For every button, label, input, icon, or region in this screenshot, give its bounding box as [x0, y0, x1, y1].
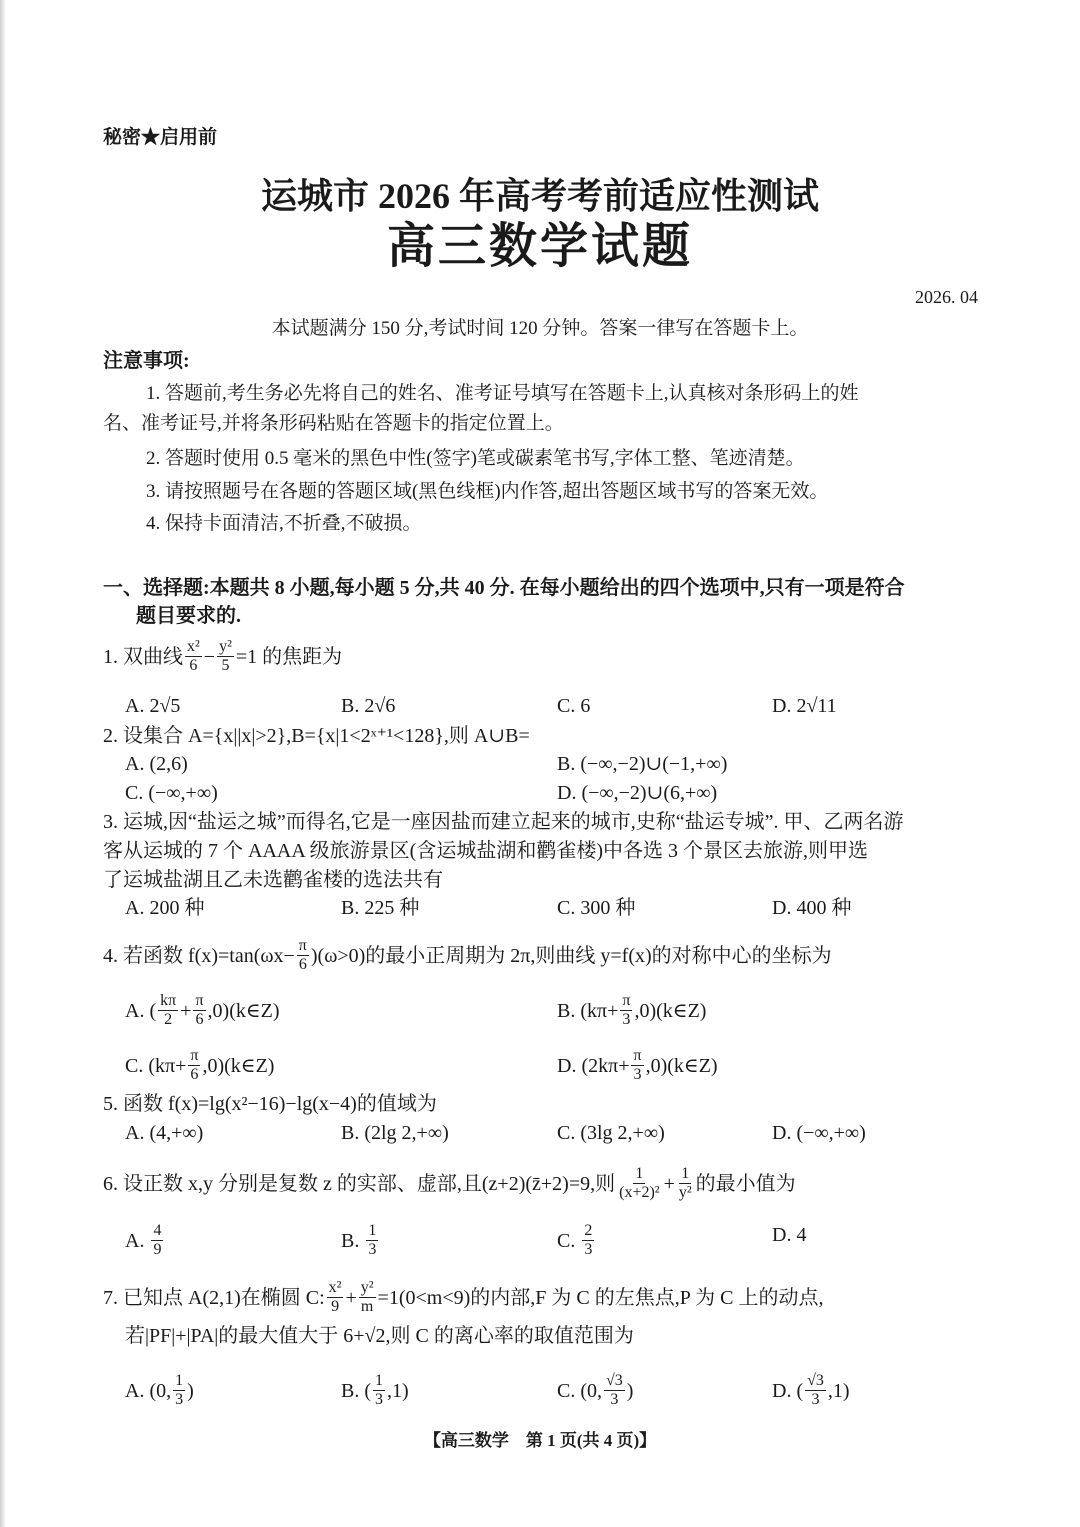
- denominator: 9: [331, 1298, 340, 1315]
- option-D: [772, 1372, 850, 1409]
- text-run: D. 2√11: [772, 695, 837, 717]
- text-run: D. (2kπ+: [557, 1054, 630, 1077]
- option-D: [772, 1120, 866, 1146]
- text-run: =1(0<m<9)的内部,F 为 C 的左焦点,P 为 C 上的动点,: [377, 1286, 824, 1309]
- option-D: [772, 895, 851, 921]
- q4-stem: [103, 937, 832, 974]
- text-run: 客从运城的 7 个 AAAA 级旅游景区(含运城盐湖和鹳雀楼)中各选 3 个景区去旅游,则甲选: [103, 840, 868, 862]
- text-run: C. (−∞,+∞): [125, 782, 218, 804]
- numerator: y²: [360, 1279, 374, 1296]
- exam-intro: 本试题满分 150 分,考试时间 120 分钟。答案一律写在答题卡上。: [271, 318, 809, 339]
- fraction: [173, 1372, 185, 1409]
- option-B: [341, 1120, 449, 1146]
- fraction: [631, 1047, 643, 1084]
- denominator: 5: [221, 657, 230, 674]
- numerator: √3: [606, 1372, 623, 1389]
- text-run: +: [180, 999, 192, 1022]
- fraction: [297, 937, 309, 974]
- option-A: [125, 1222, 165, 1259]
- denominator: (x+2)²: [619, 1184, 660, 1201]
- option-A: [125, 693, 180, 719]
- numerator: x²: [328, 1279, 342, 1296]
- text-run: B. 225 种: [341, 897, 420, 919]
- option-C: [557, 895, 635, 921]
- text-run: D. (: [772, 1379, 804, 1402]
- text-run: 的最小值为: [695, 1172, 796, 1195]
- fraction: [327, 1279, 344, 1316]
- note-item: 2. 答题时使用 0.5 毫米的黑色中性(签字)笔或碳素笔书写,字体工整、笔迹清楚。: [146, 448, 805, 469]
- numerator: 1: [635, 1165, 644, 1182]
- section-heading-cont: 题目要求的.: [136, 605, 241, 627]
- fraction: [217, 638, 234, 675]
- text-run: 3. 运城,因“盐运之城”而得名,它是一座因盐而建立起来的城市,史称“盐运专城”. 甲、乙两名游: [103, 811, 904, 833]
- note-item: 3. 请按照题号在各题的答题区域(黑色线框)内作答,超出答题区域书写的答案无效。: [146, 481, 829, 502]
- fraction: [582, 1222, 594, 1259]
- denominator: 3: [375, 1391, 383, 1408]
- text-run: ,0)(k∈Z): [634, 999, 707, 1022]
- text-run: +: [345, 1286, 357, 1309]
- note-item: 名、准考证号,并将条形码粘贴在答题卡的指定位置上。: [103, 413, 564, 434]
- fraction: [677, 1165, 694, 1202]
- denominator: 6: [195, 1011, 204, 1028]
- text-run: 若|PF|+|PA|的最大值大于 6+√2,则 C 的离心率的取值范围为: [125, 1325, 634, 1347]
- note-item: 1. 答题前,考生务必先将自己的姓名、准考证号填写在答题卡上,认真核对条形码上的姓: [146, 383, 859, 404]
- fraction: [366, 1222, 378, 1259]
- option-D: [557, 780, 717, 806]
- option-B: [341, 693, 395, 719]
- option-C: [557, 1120, 665, 1146]
- numerator: 2: [584, 1222, 593, 1239]
- paper-title: 高三数学试题: [386, 220, 693, 273]
- text-run: C. 300 种: [557, 897, 636, 919]
- fraction: [604, 1372, 625, 1409]
- numerator: y²: [219, 638, 232, 655]
- text-run: ,1): [387, 1379, 409, 1402]
- text-run: A. (: [125, 999, 157, 1022]
- text-run: 7. 已知点 A(2,1)在椭圆 C:: [103, 1286, 325, 1309]
- option-D: [557, 1047, 718, 1084]
- text-run: ,0)(k∈Z): [645, 1054, 718, 1077]
- option-C: [125, 1047, 274, 1084]
- q2-stem: [103, 723, 530, 749]
- denominator: 6: [189, 657, 198, 674]
- note-item: 4. 保持卡面清洁,不折叠,不破损。: [146, 513, 422, 534]
- q3-stem: [103, 838, 868, 864]
- q1-stem: [103, 638, 342, 675]
- text-run: C.: [557, 1229, 581, 1252]
- notes-heading: 注意事项:: [103, 350, 190, 372]
- q6-stem: [103, 1165, 796, 1202]
- denominator: 3: [811, 1391, 820, 1408]
- q7-stem: [103, 1279, 823, 1316]
- text-run: B. (2lg 2,+∞): [341, 1122, 449, 1144]
- exam-date: 2026. 04: [915, 287, 978, 307]
- numerator: 1: [681, 1165, 690, 1182]
- denominator: m: [360, 1298, 374, 1315]
- text-run: D. (−∞,+∞): [772, 1122, 866, 1144]
- option-A: [125, 992, 280, 1029]
- fraction: [617, 1165, 661, 1202]
- text-run: 6. 设正数 x,y 分别是复数 z 的实部、虚部,且(z+2)(z̄+2)=9,则: [103, 1172, 616, 1195]
- text-run: B. (: [341, 1379, 371, 1402]
- text-run: ): [187, 1379, 194, 1402]
- numerator: π: [195, 992, 204, 1009]
- text-run: B. 2√6: [341, 695, 396, 717]
- option-A: [125, 751, 188, 777]
- text-run: A. 200 种: [125, 897, 205, 919]
- text-run: =1 的焦距为: [235, 645, 343, 668]
- numerator: 1: [175, 1372, 184, 1389]
- option-C: [557, 1222, 596, 1259]
- denominator: y²: [678, 1184, 692, 1201]
- text-run: A.: [125, 1229, 150, 1252]
- fraction: [193, 992, 205, 1029]
- denominator: 3: [175, 1391, 184, 1408]
- option-B: [557, 751, 727, 777]
- option-D: [772, 1222, 806, 1248]
- text-run: 1. 双曲线: [103, 645, 183, 668]
- text-run: ,0)(k∈Z): [207, 999, 280, 1022]
- option-C: [557, 693, 590, 719]
- fraction: [185, 638, 202, 675]
- text-run: ): [626, 1379, 634, 1402]
- secret-label: 秘密★启用前: [103, 127, 218, 148]
- numerator: π: [622, 992, 631, 1009]
- numerator: kπ: [160, 992, 177, 1009]
- text-run: B. (−∞,−2)∪(−1,+∞): [557, 753, 728, 775]
- text-run: ,1): [827, 1379, 850, 1402]
- section-heading: 一、选择题:本题共 8 小题,每小题 5 分,共 40 分. 在每小题给出的四个选项中,只有一项是符合: [103, 577, 905, 599]
- text-run: A. (0,: [125, 1379, 172, 1402]
- text-run: A. (2,6): [125, 753, 188, 775]
- text-run: B.: [341, 1229, 365, 1252]
- text-run: A. 2√5: [125, 695, 181, 717]
- text-run: C. 6: [557, 695, 591, 717]
- option-A: [125, 1372, 194, 1409]
- text-run: D. 400 种: [772, 897, 852, 919]
- text-run: 了运城盐湖且乙未选鹳雀楼的选法共有: [103, 869, 443, 891]
- page-footer: 【高三数学 第 1 页(共 4 页)】: [423, 1431, 657, 1450]
- text-run: 4. 若函数 f(x)=tan(ωx−: [103, 944, 295, 967]
- text-run: A. (4,+∞): [125, 1122, 204, 1144]
- fraction: [373, 1372, 385, 1409]
- denominator: 6: [298, 956, 307, 973]
- option-C: [557, 1372, 633, 1409]
- exam-title: 运城市 2026 年高考考前适应性测试: [260, 176, 819, 216]
- option-D: [772, 693, 837, 719]
- q5-stem: [103, 1091, 437, 1117]
- denominator: 3: [368, 1241, 377, 1258]
- text-run: C. (0,: [557, 1379, 602, 1402]
- fraction: [188, 1047, 200, 1084]
- numerator: 4: [153, 1222, 162, 1239]
- denominator: 3: [584, 1241, 593, 1258]
- q3-stem: [103, 867, 443, 893]
- option-B: [341, 1372, 409, 1409]
- option-B: [557, 992, 706, 1029]
- numerator: √3: [807, 1372, 824, 1389]
- text-run: 2. 设集合 A={x||x|>2},B={x|1<2ˣ⁺¹<128},则 A∪B=: [103, 725, 530, 747]
- text-run: ,0)(k∈Z): [202, 1054, 275, 1077]
- text-run: +: [663, 1172, 675, 1195]
- text-run: C. (3lg 2,+∞): [557, 1122, 665, 1144]
- fraction: [359, 1279, 376, 1316]
- text-run: D. (−∞,−2)∪(6,+∞): [557, 782, 718, 804]
- numerator: 1: [368, 1222, 377, 1239]
- option-B: [341, 895, 419, 921]
- numerator: x²: [187, 638, 200, 655]
- text-run: )(ω>0)的最小正周期为 2π,则曲线 y=f(x)的对称中心的坐标为: [310, 944, 832, 967]
- denominator: 3: [622, 1011, 631, 1028]
- option-A: [125, 1120, 203, 1146]
- numerator: π: [190, 1047, 199, 1064]
- text-run: −: [203, 645, 216, 668]
- option-C: [125, 780, 218, 806]
- denominator: 6: [190, 1066, 199, 1083]
- fraction: [805, 1372, 826, 1409]
- fraction: [151, 1222, 163, 1259]
- fraction: [158, 992, 178, 1029]
- numerator: π: [633, 1047, 642, 1064]
- denominator: 2: [164, 1011, 173, 1028]
- option-B: [341, 1222, 380, 1259]
- q7-stem: [125, 1323, 634, 1349]
- denominator: 3: [633, 1066, 642, 1083]
- text-run: B. (kπ+: [557, 999, 619, 1022]
- denominator: 9: [153, 1241, 162, 1258]
- numerator: 1: [375, 1372, 383, 1389]
- denominator: 3: [610, 1391, 619, 1408]
- numerator: π: [298, 937, 307, 954]
- option-A: [125, 895, 204, 921]
- text-run: 5. 函数 f(x)=lg(x²−16)−lg(x−4)的值域为: [103, 1093, 437, 1115]
- text-run: C. (kπ+: [125, 1054, 187, 1077]
- fraction: [620, 992, 632, 1029]
- text-run: D. 4: [772, 1224, 807, 1246]
- q3-stem: [103, 809, 904, 835]
